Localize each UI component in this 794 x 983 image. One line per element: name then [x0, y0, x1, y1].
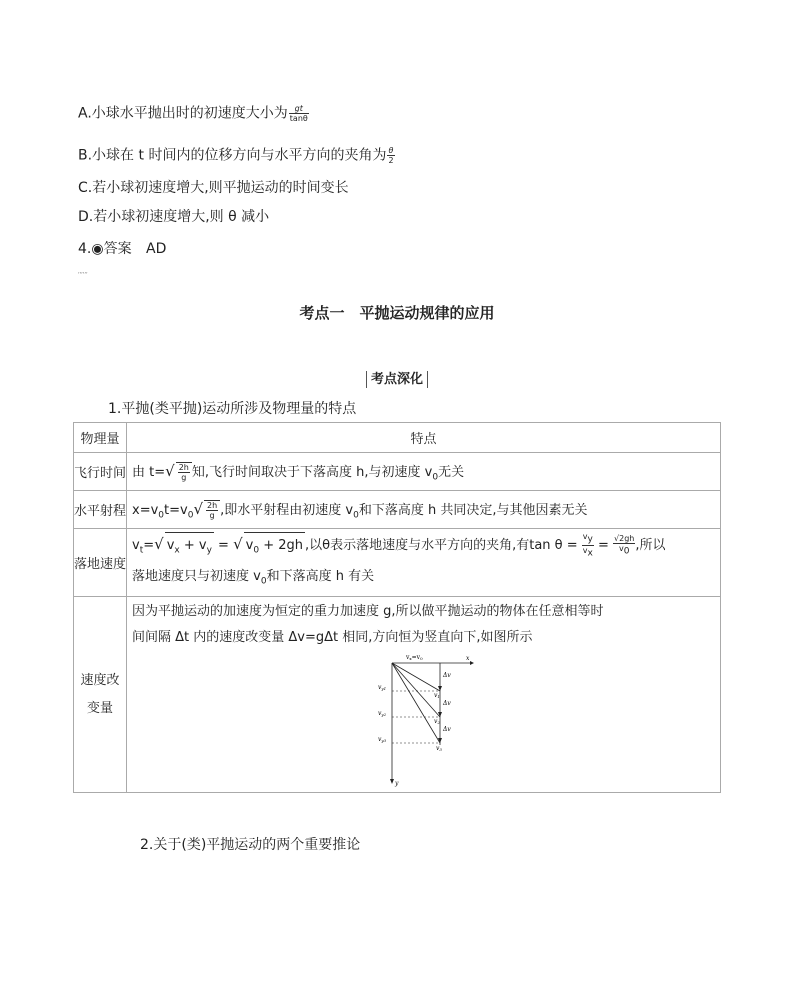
velocity-change-text-line1: 因为平抛运动的加速度为恒定的重力加速度 g,所以做平抛运动的物体在任意相等时: [132, 604, 604, 620]
y-axis-arrow: [390, 779, 394, 784]
velocity-vector-v1: [392, 663, 440, 691]
option-b-text: B.小球在 t 时间内的位移方向与水平方向的夹角为: [78, 147, 387, 164]
text-segment: v: [378, 710, 382, 718]
table-row: [74, 597, 721, 793]
fraction-numerator: 2h: [178, 462, 189, 472]
tiny-mark: ʼʼʼʼʼʼ: [78, 272, 88, 278]
y-axis-label: y: [395, 780, 399, 788]
table-row: [74, 529, 721, 597]
landing-velocity-line2: [132, 564, 715, 595]
option-d: D.若小球初速度增大,则 θ 减小: [78, 209, 270, 225]
fraction-denominator: g: [181, 472, 187, 482]
subscript: 0: [260, 576, 267, 587]
fraction-vy-vx: [582, 532, 594, 558]
text-segment: v: [406, 654, 410, 662]
fraction-numerator: gt: [289, 104, 309, 114]
text-segment: v: [378, 736, 382, 744]
subscript: y: [587, 535, 593, 545]
fraction-denominator: tanθ: [289, 114, 308, 123]
subscript: 0: [432, 472, 439, 483]
text-segment: =: [143, 538, 155, 553]
answer-value: AD: [146, 241, 167, 257]
option-a: [78, 104, 309, 123]
subscript: t: [139, 545, 144, 556]
sqrt-sign: √: [193, 499, 203, 518]
text-segment: 和下落高度 h 共同决定,与其他因素无关: [358, 502, 588, 518]
text-segment: =: [213, 538, 234, 553]
text-segment: v: [166, 538, 175, 553]
text-segment: ,以θ表示落地速度与水平方向的夹角,有tan θ =: [305, 538, 582, 553]
subscript: x: [174, 545, 180, 556]
text-segment: ,所以: [635, 538, 666, 553]
row-label-flight-time: 飞行时间: [74, 453, 127, 491]
row-label-velocity-change: [74, 597, 127, 793]
header-quantity: 物理量: [74, 423, 127, 453]
v1-label: [434, 692, 440, 699]
subscript: 0: [420, 656, 423, 662]
sqrt-body: [244, 532, 305, 564]
subscript: 1: [437, 694, 440, 700]
delta-v-label-1: Δv: [443, 672, 451, 680]
delta-v-label-3: Δv: [443, 726, 451, 734]
vy2-label: [378, 710, 387, 717]
item1-heading: 1.平抛(类平抛)运动所涉及物理量的特点: [108, 401, 357, 417]
landing-velocity-line1: $v_t=√$ $v_x + v_y$ = √ $v_0 + 2gh$ ,以θ表示落地速度与水平方向的夹角,有tan θ = $\frac{v_y}{v_x}$ = $\frac{√2gh}{v_0}$ ,所以: [132, 531, 715, 564]
row-content-landing-velocity: [127, 529, 721, 597]
text-segment: + 2gh: [259, 538, 304, 553]
vy1-label: [378, 684, 386, 691]
subscript: y: [206, 545, 212, 556]
vx-eq-v0-label: [405, 654, 423, 661]
row-content-flight-time: [127, 453, 721, 491]
x-axis-label: x: [466, 655, 470, 663]
text-segment: 无关: [438, 464, 465, 480]
sqrt-sign: √: [165, 461, 175, 480]
subscript: 0: [353, 510, 359, 521]
row-content-horizontal-range: [127, 491, 721, 529]
velocity-diagram: [370, 653, 480, 793]
subsection-title-text: 考点深化: [366, 371, 428, 388]
row-label-horizontal-range: 水平射程: [74, 491, 127, 529]
subscript: 3: [439, 747, 442, 753]
sqrt-sign: √: [233, 535, 243, 553]
delta-v-arrow-2: [438, 712, 442, 717]
subscript: 0: [253, 545, 260, 556]
fraction-numerator: √2gh: [614, 534, 635, 544]
text-segment: 由 t=: [132, 464, 166, 480]
subscript: 2: [437, 720, 440, 726]
velocity-vector-v3: [392, 663, 440, 743]
sqrt-body: [165, 532, 214, 564]
header-feature: 特点: [127, 423, 721, 453]
subscript: y3: [381, 738, 387, 744]
table-row: [74, 453, 721, 491]
item2-heading: 2.关于(类)平抛运动的两个重要推论: [140, 837, 361, 853]
velocity-vector-v2: [392, 663, 440, 717]
subscript: x: [587, 548, 593, 559]
option-a-fraction: [289, 104, 309, 123]
text-segment: v: [582, 546, 588, 555]
sqrt-body: [204, 500, 220, 520]
fraction-sqrt2gh-v0: [613, 534, 635, 557]
text-segment: v: [434, 718, 438, 726]
delta-v-label-2: Δv: [443, 700, 451, 708]
text-segment: v: [582, 532, 588, 542]
velocity-change-text-line2: 间间隔 Δt 内的速度改变量 Δv=gΔt 相同,方向恒为竖直向下,如图所示: [132, 630, 533, 646]
subscript: y1: [381, 686, 387, 692]
v3-label: [436, 745, 442, 752]
velocity-diagram-container: [132, 651, 715, 789]
x-axis-arrow: [470, 661, 474, 665]
text-segment: v: [132, 538, 140, 553]
fraction-numerator: θ: [388, 146, 394, 155]
vy3-label: [378, 736, 387, 743]
table-header-row: [74, 423, 721, 453]
text-segment: v: [618, 544, 624, 554]
section-title: 考点一 平抛运动规律的应用: [299, 304, 495, 322]
text-segment: 落地速度只与初速度 v: [132, 568, 261, 584]
option-a-text: A.小球水平抛出时的初速度大小为: [78, 105, 288, 122]
option-c: C.若小球初速度增大,则平抛运动的时间变长: [78, 180, 349, 196]
fraction-numerator: 2h: [207, 500, 218, 510]
subscript: 0: [158, 510, 165, 521]
subsection-title: [0, 368, 794, 387]
sqrt-sign: √: [154, 535, 164, 553]
fraction-denominator: 2: [388, 156, 394, 165]
option-b-fraction: [387, 146, 394, 165]
subscript: y2: [381, 712, 387, 718]
text-segment: v: [245, 538, 254, 553]
text-segment: + v: [179, 538, 207, 553]
velocity-change-label: 速度改变量: [80, 672, 120, 716]
v2-label: [434, 718, 440, 725]
text-segment: t=v: [164, 502, 188, 518]
subscript: 0: [623, 546, 630, 557]
text-segment: v: [378, 684, 382, 692]
option-b: [78, 146, 395, 165]
subscript: x: [409, 656, 412, 662]
answer-line: [78, 240, 166, 258]
text-segment: ,即水平射程由初速度 v: [220, 502, 354, 518]
text-segment: v: [436, 745, 440, 753]
row-content-velocity-change: [127, 597, 721, 793]
fraction-denominator: g: [209, 510, 215, 520]
text-segment: 和下落高度 h 有关: [266, 568, 375, 584]
sqrt-body: [176, 462, 192, 482]
text-segment: v: [434, 692, 438, 700]
text-segment: =v: [411, 654, 421, 662]
text-segment: 知,飞行时间取决于下落高度 h,与初速度 v: [191, 464, 433, 480]
text-segment: x=v: [132, 502, 159, 518]
row-label-landing-velocity: 落地速度: [74, 529, 127, 597]
answer-label: 4.◉答案: [78, 241, 132, 257]
table-row: [74, 491, 721, 529]
physics-table: [73, 422, 721, 793]
subscript: 0: [187, 510, 194, 521]
